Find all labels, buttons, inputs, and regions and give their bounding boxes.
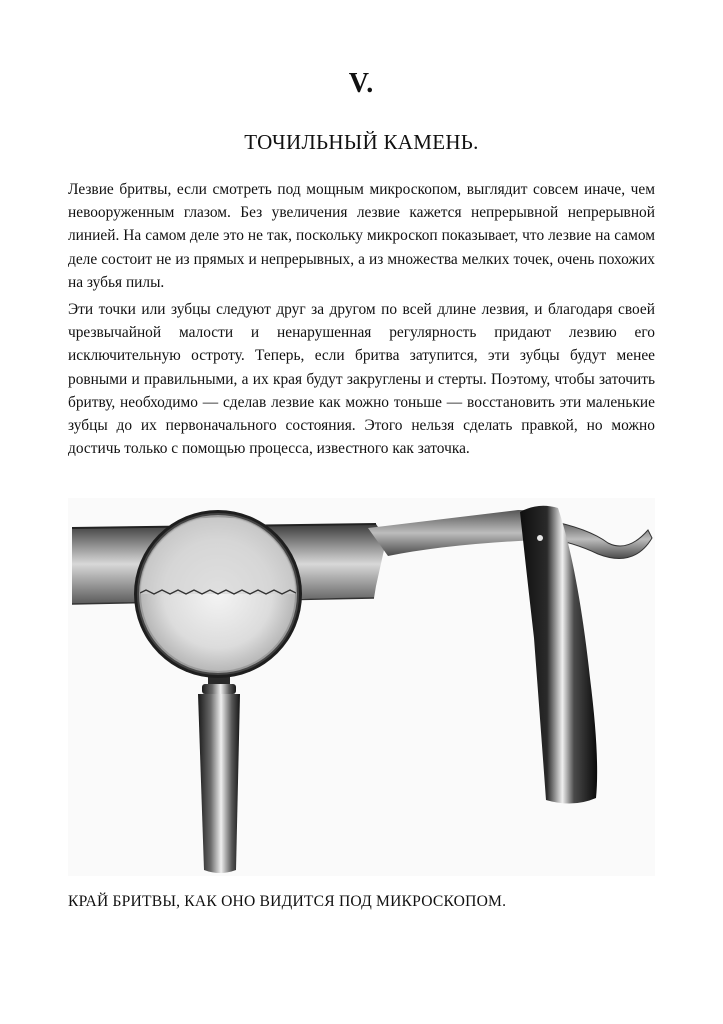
paragraph-2: Эти точки или зубцы следуют друг за другом по всей длине лезвия, и благодаря своей чрезвычайной малости и ненарушенная регулярность придают лезвию его исключительную остроту. Теперь, если бритва затупится, эти зубцы будут менее ровными и правильными, а их края будут закруглены и стерты. Поэтому, чтобы заточить бритву, необходимо — сделав лезвие как можно тоньше — восстановить эти маленькие зубцы до их первоначального состояния. Этого нельзя сделать правкой, но можно достичь только с помощью процесса, известного как заточка. <box>68 301 655 458</box>
magnifier-handle <box>198 670 240 873</box>
razor-scale <box>520 506 597 804</box>
illustration-svg <box>68 498 655 876</box>
chapter-title: ТОЧИЛЬНЫЙ КАМЕНЬ. <box>244 130 479 154</box>
chapter-number: V. <box>348 68 375 99</box>
paragraph-1: Лезвие бритвы, если смотреть под мощным микроскопом, выглядит совсем иначе, чем невооруженным глазом. Без увеличения лезвие кажется непрерывной непрерывной линией. На самом деле это не так, поскольку микроскоп показывает, что лезвие на самом деле состоит не из прямых и непрерывных, а из множества мелких точек, очень похожих на зубья пилы. <box>68 181 655 291</box>
figure-caption: КРАЙ БРИТВЫ, КАК ОНО ВИДИТСЯ ПОД МИКРОСКОПОМ. <box>68 893 507 910</box>
razor-magnifier-illustration <box>68 498 655 876</box>
